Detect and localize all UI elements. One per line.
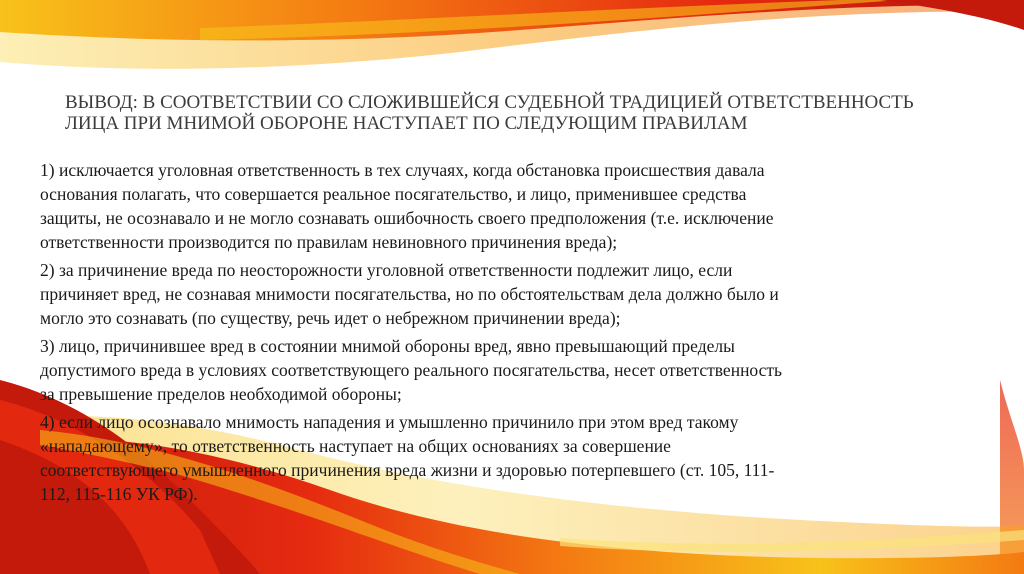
text-line: 112, 115-116 УК РФ). [40,484,198,504]
text-line: соответствующего умышленного причинения вреда жизни и здоровью потерпевшего (ст. 105, 111- [40,460,775,480]
rule-paragraph-3 [40,334,960,406]
text-line: 2) за причинение вреда по неосторожности уголовной ответственности подлежит лицо, если [40,260,733,280]
slide-body [40,158,960,510]
slide-title [65,92,945,134]
text-line: 1) исключается уголовная ответственность в тех случаях, когда обстановка происшествия давала [40,160,765,180]
text-line: за превышение пределов необходимой обороны; [40,384,402,404]
text-line: причиняет вред, не сознавая мнимости посягательства, но по обстоятельствам дела должно было и [40,284,779,304]
text-line: 4) если лицо осознавало мнимость нападения и умышленно причинило при этом вред такому [40,412,739,432]
rule-paragraph-4 [40,410,960,506]
text-line: «нападающему», то ответственность наступает на общих основаниях за совершение [40,436,671,456]
text-line: ответственности производится по правилам невиновного причинения вреда); [40,232,618,252]
text-line: основания полагать, что совершается реальное посягательство, и лицо, применившее средства [40,184,747,204]
text-line: могло это сознавать (по существу, речь идет о небрежном причинении вреда); [40,308,621,328]
rule-paragraph-2 [40,258,960,330]
rule-paragraph-1 [40,158,960,254]
text-line: допустимого вреда в условиях соответствующего реального посягательства, несет ответственность [40,360,783,380]
title-line: ВЫВОД: В СООТВЕТСТВИИ СО СЛОЖИВШЕЙСЯ СУДЕБНОЙ ТРАДИЦИЕЙ ОТВЕТСТВЕННОСТЬ [65,92,914,113]
text-line: 3) лицо, причинившее вред в состоянии мнимой обороны вред, явно превышающий пределы [40,336,735,356]
title-line: ЛИЦА ПРИ МНИМОЙ ОБОРОНЕ НАСТУПАЕТ ПО СЛЕДУЮЩИМ ПРАВИЛАМ [65,113,748,134]
text-line: защиты, не осознавало и не могло сознавать ошибочность своего предположения (т.е. исключение [40,208,774,228]
